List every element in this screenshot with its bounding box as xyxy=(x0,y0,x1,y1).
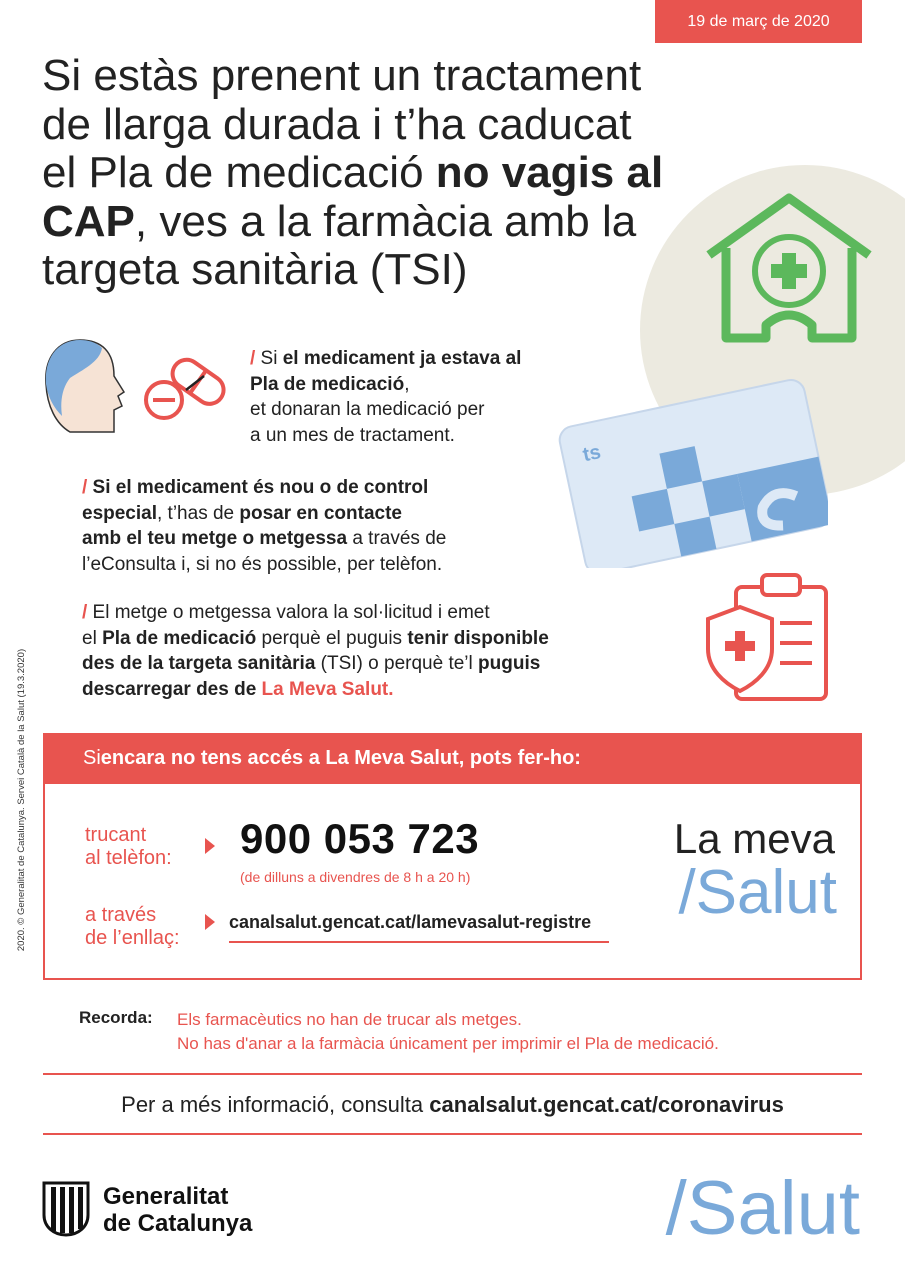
headline-line xyxy=(42,198,722,247)
remember-text xyxy=(177,1008,719,1056)
page-headline xyxy=(42,52,722,295)
bold-text: especial xyxy=(82,502,157,524)
text: Generalitat xyxy=(103,1183,229,1210)
text: l’eConsulta i, si no és possible, per telèfon. xyxy=(82,553,443,575)
text: trucant xyxy=(85,824,147,846)
arrow-right-icon xyxy=(205,838,215,854)
link-underline xyxy=(229,941,609,943)
divider xyxy=(43,1073,862,1075)
info-paragraph-2 xyxy=(82,475,532,577)
text: , t’has de xyxy=(157,502,240,524)
text: a través xyxy=(85,904,157,926)
bold-text: el medicament ja estava al xyxy=(282,348,522,369)
bold-text: posar en contacte xyxy=(239,502,402,524)
text: No has d'anar a la farmàcia únicament per imprimir el Pla de medicació. xyxy=(177,1034,719,1053)
headline-bold-text: CAP xyxy=(42,196,135,246)
headline-line: Si estàs prenent un tractament xyxy=(42,51,642,100)
la-meva-salut-link: La Meva Salut. xyxy=(261,678,394,700)
text: perquè el puguis xyxy=(256,627,408,649)
coronavirus-info-link[interactable]: canalsalut.gencat.cat/coronavirus xyxy=(429,1092,784,1117)
text: (TSI) o perquè te’l xyxy=(315,653,479,674)
text: a través de xyxy=(347,528,447,549)
bold-text: Pla de medicació xyxy=(102,627,257,649)
text: de Catalunya xyxy=(103,1210,253,1237)
headline-line xyxy=(42,149,722,198)
text: , xyxy=(404,373,410,395)
la-meva-salut-logo-bottom: /Salut xyxy=(678,858,837,927)
info-paragraph-3 xyxy=(82,600,682,702)
text: de l’enllaç: xyxy=(85,927,180,949)
bold-text: des de la targeta sanitària xyxy=(82,653,316,674)
link-method-label xyxy=(85,904,180,950)
bold-text: Si el medicament és nou o de control xyxy=(87,477,429,498)
generalitat-logo-icon xyxy=(42,1181,90,1237)
headline-bold-text: no vagis al xyxy=(435,148,664,197)
slash-marker: / xyxy=(82,477,88,498)
svg-text:ts: ts xyxy=(580,441,603,467)
slash-marker: / xyxy=(250,348,256,369)
text: El metge o metgessa valora la sol·licitud i emet xyxy=(87,602,490,623)
bold-text: amb el teu metge o metgessa xyxy=(82,528,348,549)
text: et donaran la medicació per xyxy=(250,399,485,420)
access-banner xyxy=(43,733,862,784)
divider xyxy=(43,1133,862,1135)
text: Els farmacèutics no han de trucar als metges. xyxy=(177,1010,522,1029)
arrow-right-icon xyxy=(205,914,215,930)
phone-number[interactable]: 900 053 723 xyxy=(240,815,480,862)
text: Per a més informació, consulta xyxy=(121,1092,430,1117)
info-paragraph-1 xyxy=(250,346,600,448)
medical-clipboard-shield-icon xyxy=(700,565,835,705)
la-meva-salut-logo-top: La meva xyxy=(673,815,835,862)
pills-icon xyxy=(140,344,232,424)
bold-text: Pla de medicació xyxy=(250,373,405,395)
headline-line: targeta sanitària (TSI) xyxy=(42,245,468,294)
text: a un mes de tractament. xyxy=(250,424,455,446)
date-badge xyxy=(655,0,862,43)
health-center-house-icon xyxy=(704,193,874,343)
copyright-credit: 2020. © Generalitat de Catalunya. Servei Català de la Salut (19.3.2020) xyxy=(16,648,27,952)
headline-line: de llarga durada i t’ha caducat xyxy=(42,99,632,149)
slash-marker: / xyxy=(82,602,88,623)
text: Si xyxy=(83,747,101,769)
headline-text: el Pla de medicació xyxy=(42,148,436,197)
bold-text: descarregar des de xyxy=(82,678,262,700)
generalitat-name xyxy=(103,1183,252,1237)
headline-text: , ves a la farmàcia amb la xyxy=(134,196,637,246)
bold-text: encara no tens accés a La Meva Salut, pots fer-ho: xyxy=(100,747,581,769)
bold-text: tenir disponible xyxy=(407,627,549,649)
text: Si xyxy=(255,348,283,369)
phone-hours: (de dilluns a divendres de 8 h a 20 h) xyxy=(240,869,471,885)
date-text: 19 de març de 2020 xyxy=(687,12,830,30)
bold-text: puguis xyxy=(478,653,541,674)
text: el xyxy=(82,627,103,649)
registration-link[interactable]: canalsalut.gencat.cat/lamevasalut-registre xyxy=(229,912,592,932)
remember-label: Recorda: xyxy=(79,1008,153,1027)
text: al telèfon: xyxy=(85,847,172,869)
person-head-icon xyxy=(40,332,130,440)
salut-logo: /Salut xyxy=(665,1166,860,1251)
more-info-line xyxy=(0,1092,905,1118)
phone-method-label xyxy=(85,824,172,870)
